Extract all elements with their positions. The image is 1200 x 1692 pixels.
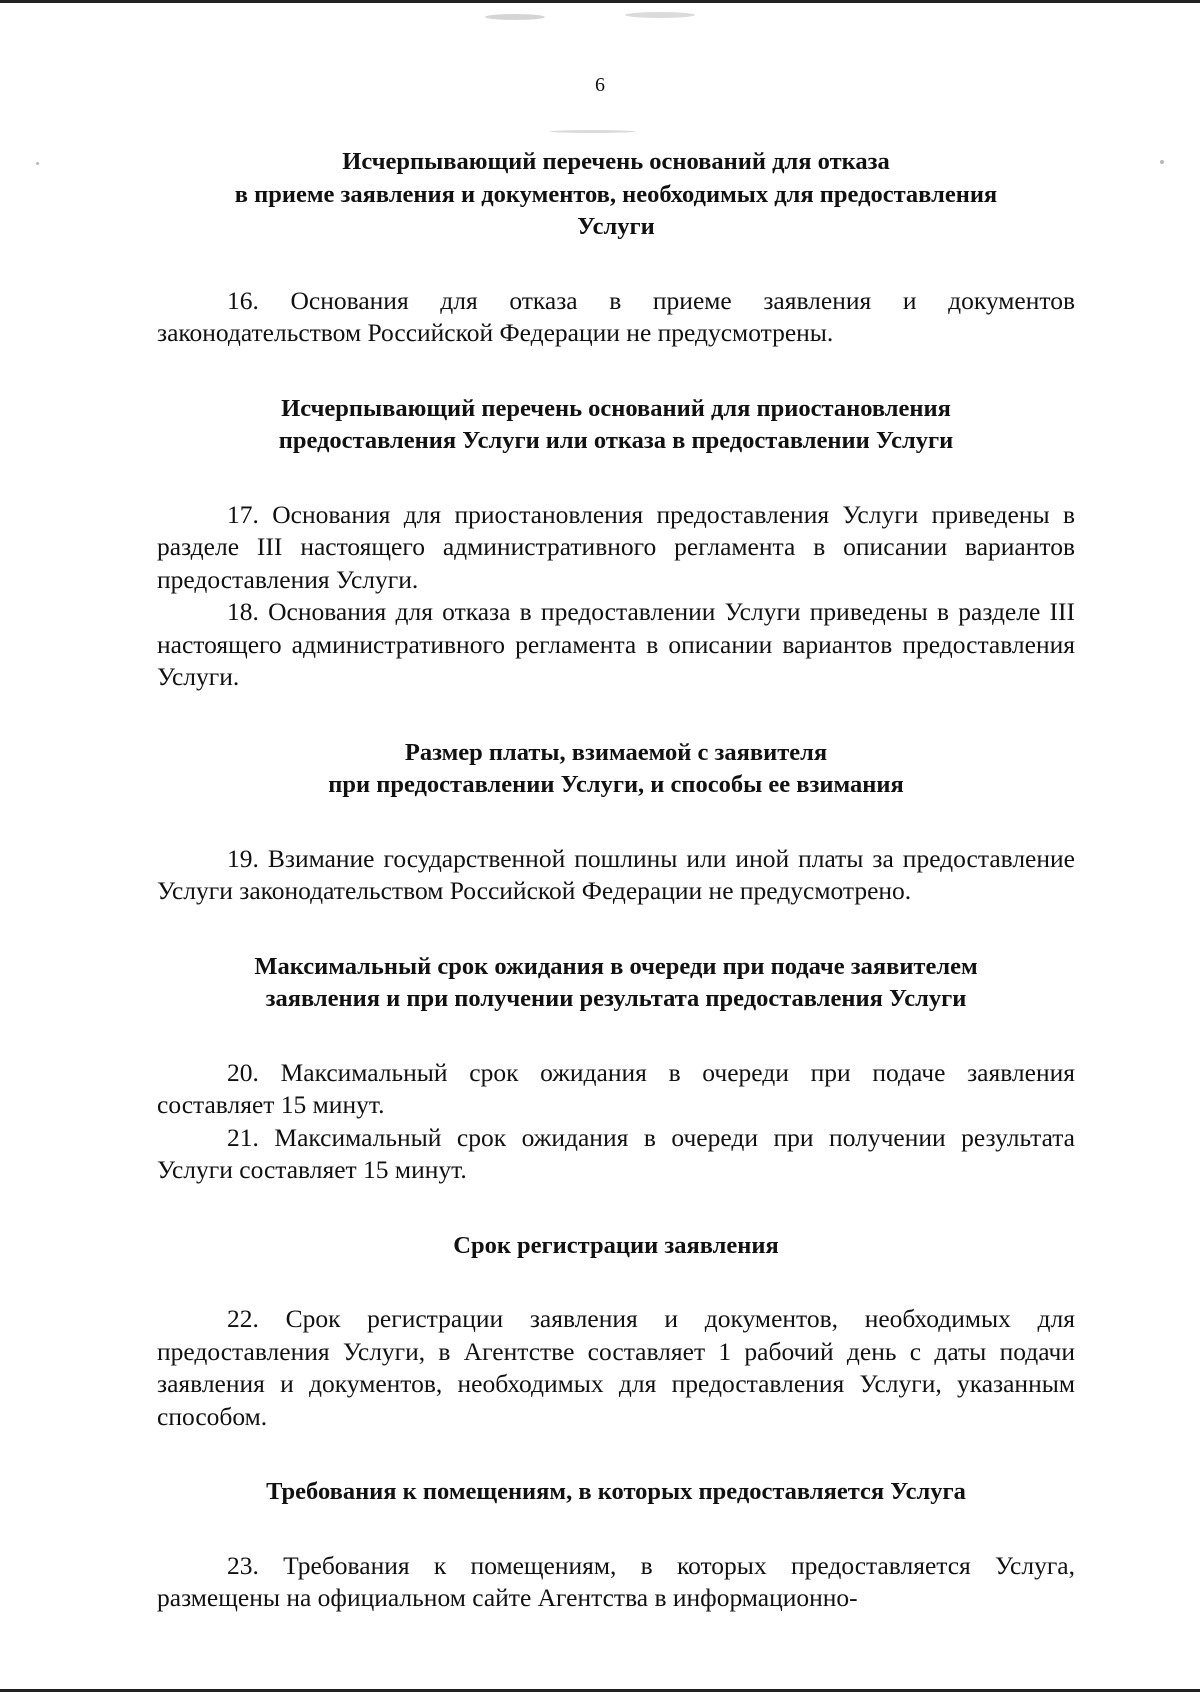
section-heading [157,393,1075,458]
section-heading [157,1476,1075,1509]
heading-line: при предоставлении Услуги, и способы ее взимания [328,771,904,798]
paragraph-21: 21. Максимальный срок ожидания в очереди при получении результата Услуги составляет 15 минут. [157,1122,1075,1184]
scan-edge-top [0,0,1200,3]
heading-line: Услуги [577,213,655,240]
paragraph-17: 17. Основания для приостановления предоставления Услуги приведены в разделе III настоящего административного регламента в описании вариантов предоставления Услуги. [157,499,1075,594]
heading-line: заявления и при получении результата предоставления Услуги [265,985,967,1012]
scan-speckle [485,14,545,20]
section-heading [157,1230,1075,1263]
page-number: 6 [595,74,605,96]
heading-line: Требования к помещениям, в которых предоставляется Услуга [266,1478,966,1505]
heading-line: в приеме заявления и документов, необходимых для предоставления [234,180,998,208]
paragraph-23: 23. Требования к помещениям, в которых предоставляется Услуга, размещены на официальном сайте Агентства в информационно- [157,1550,1075,1612]
heading-line: Размер платы, взимаемой с заявителя [404,738,828,766]
heading-line: Максимальный срок ожидания в очереди при подаче заявителем [254,952,978,980]
section-heading [157,737,1075,802]
scan-speckle [1160,160,1164,164]
scan-speckle [36,162,39,165]
section-heading [157,146,1075,244]
heading-line: Исчерпывающий перечень оснований для отказа [342,148,890,175]
paragraph-16: 16. Основания для отказа в приеме заявления и документов законодательством Российской Федерации не предусмотрены. [157,285,1075,347]
scan-speckle [625,12,695,18]
paragraph-18: 18. Основания для отказа в предоставлении Услуги приведены в разделе III настоящего административного регламента в описании вариантов предоставления Услуги. [157,597,1075,691]
section-heading [157,951,1075,1016]
paragraph-19: 19. Взимание государственной пошлины или иной платы за предоставление Услуги законодательством Российской Федерации не предусмотрено. [157,843,1075,905]
heading-line: Исчерпывающий перечень оснований для приостановления [281,394,951,422]
heading-line: предоставления Услуги или отказа в предоставлении Услуги [278,427,954,454]
paragraph-20: 20. Максимальный срок ожидания в очереди при подаче заявления составляет 15 минут. [157,1057,1075,1119]
document-body [157,146,1075,1615]
scan-speckle [550,130,635,133]
paragraph-22: 22. Срок регистрации заявления и документов, необходимых для предоставления Услуги, в Агентстве составляет 1 рабочий день с даты подачи заявления и документов, необходимых для предоставления Услуги, указанным способом. [157,1304,1075,1431]
heading-line: Срок регистрации заявления [453,1231,779,1259]
